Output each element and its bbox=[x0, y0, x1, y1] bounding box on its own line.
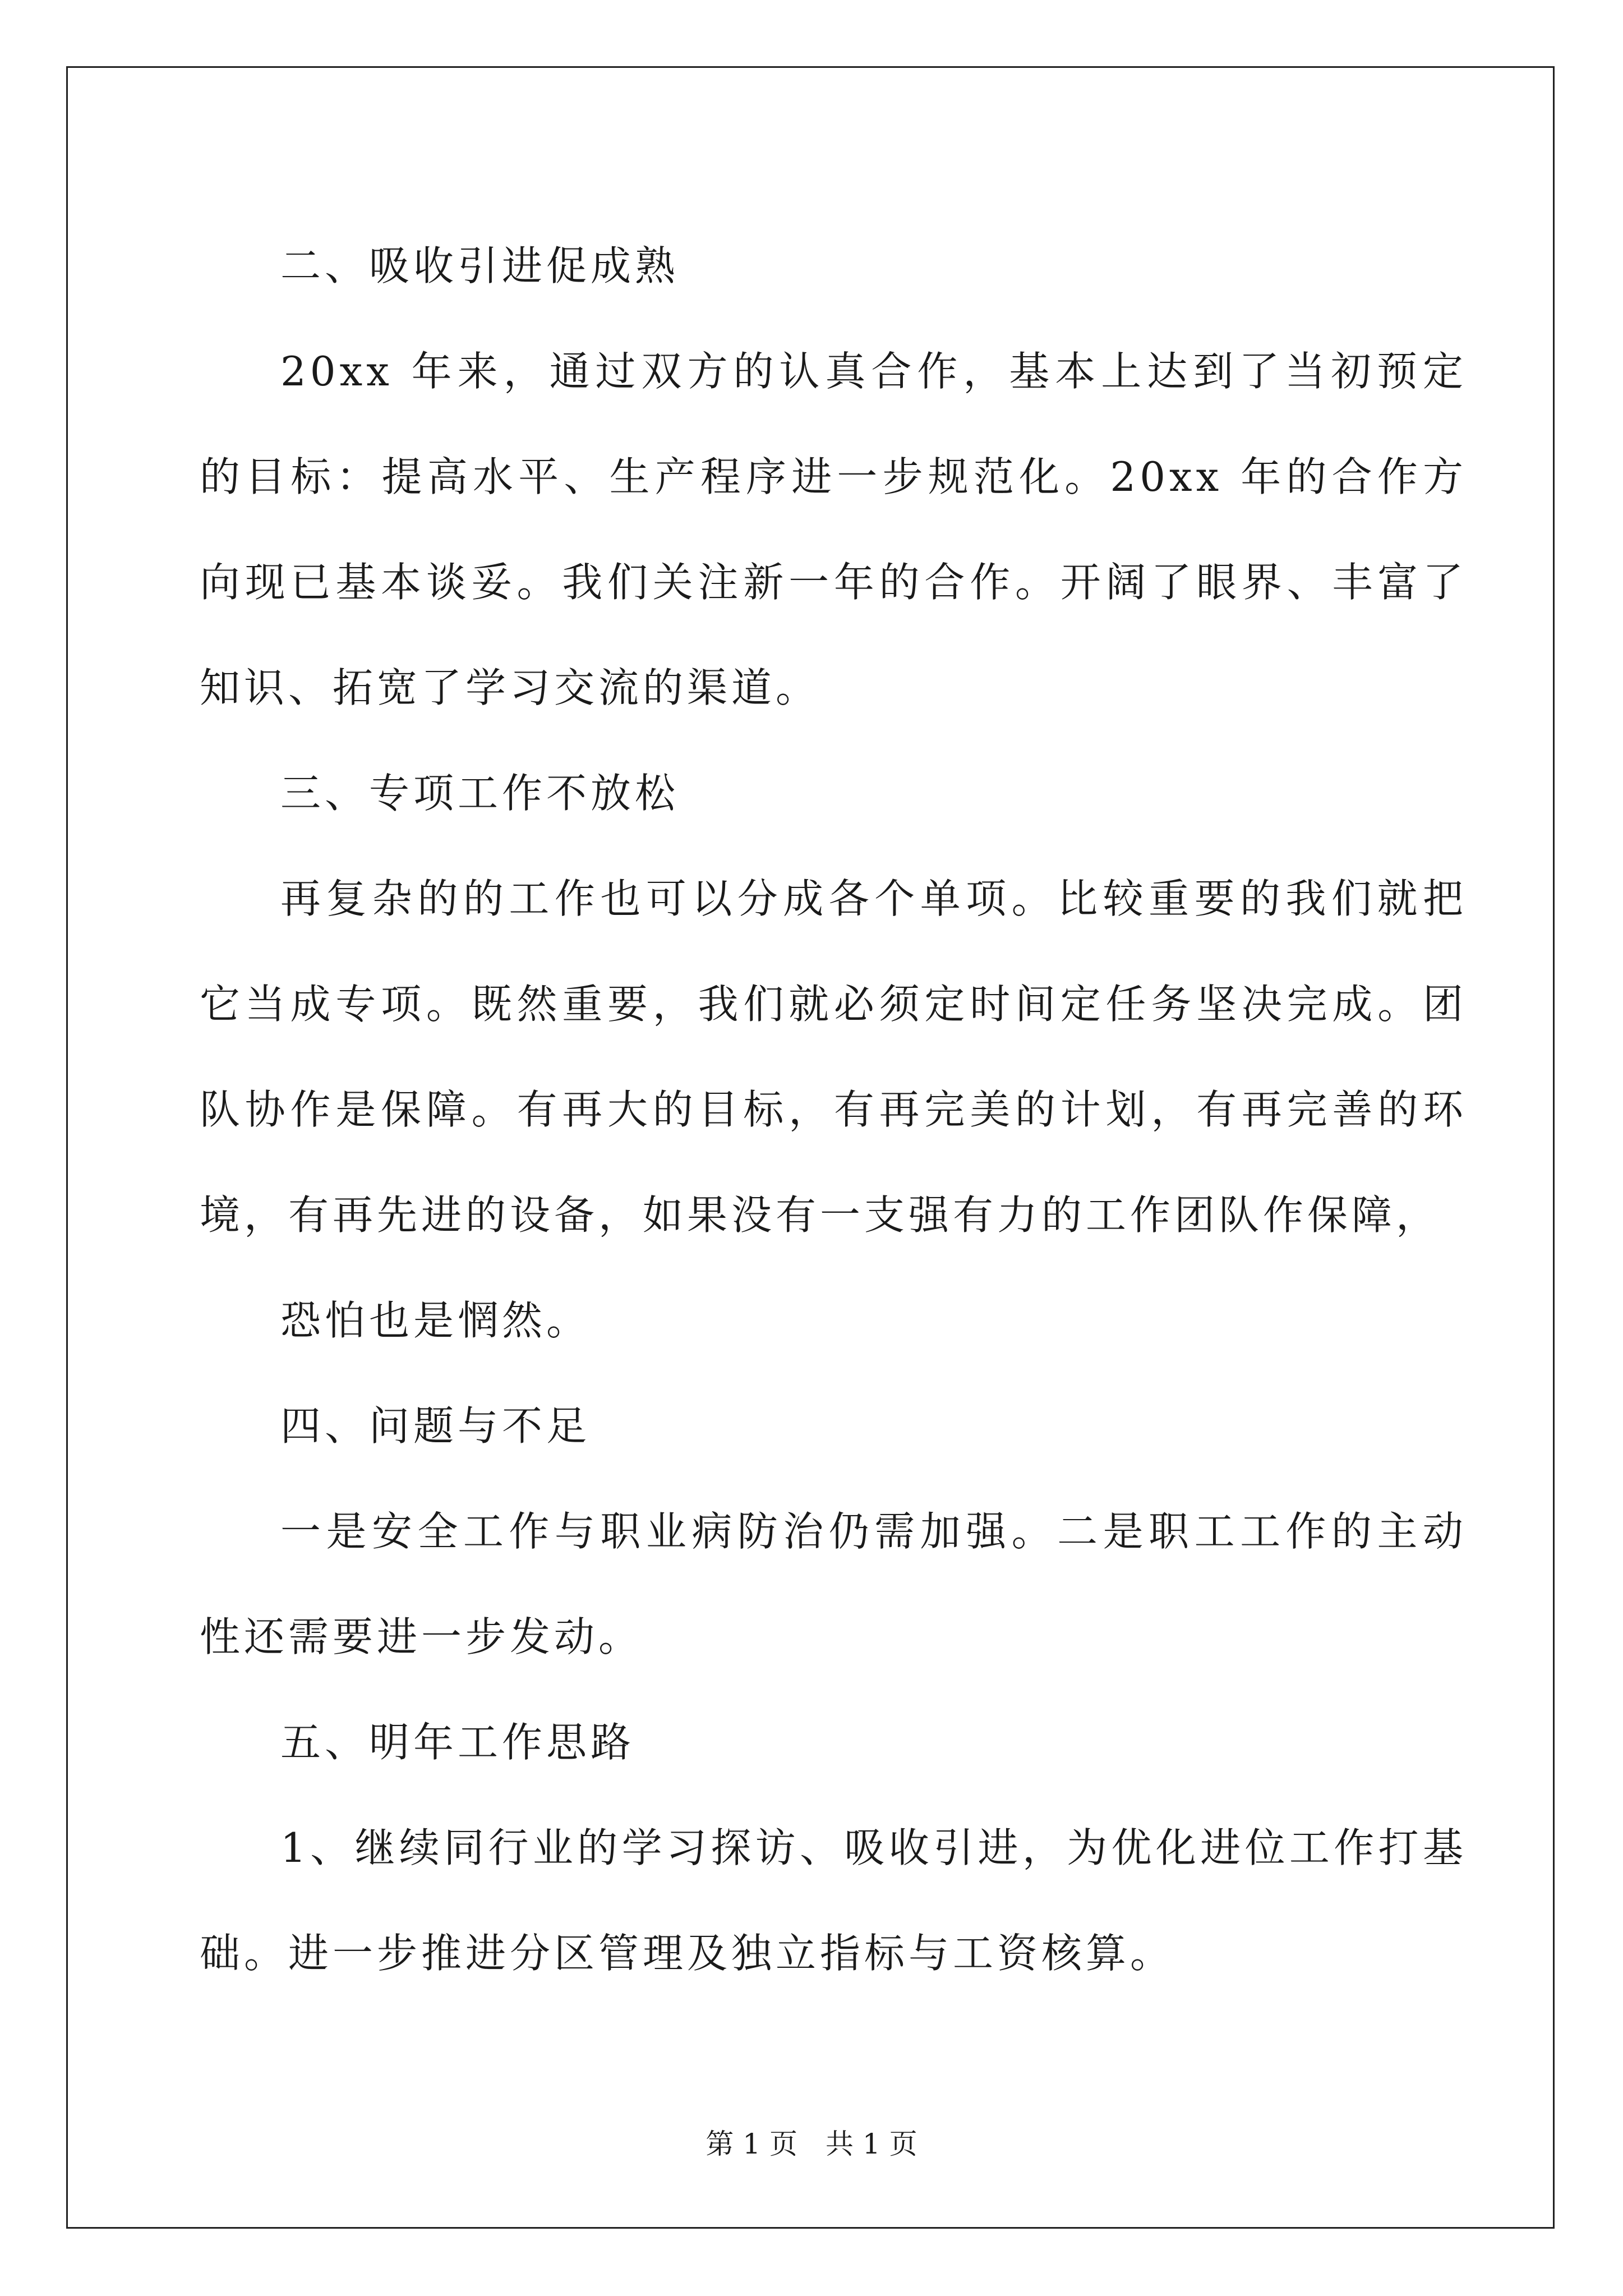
paragraph-cooperation: 20xx 年来，通过双方的认真合作，基本上达到了当初预定的目标：提高水平、生产程序进一步规范化。20xx 年的合作方向现已基本谈妥。我们关注新一年的合作。开阔了眼界、丰富了知识、拓宽了学习交流的渠道。 bbox=[200, 348, 1467, 711]
page-number: 第 1 页 bbox=[706, 2128, 797, 2160]
paragraph-futile: 恐怕也是惘然。 bbox=[280, 1297, 591, 1344]
section-heading-3: 三、专项工作不放松 bbox=[280, 770, 680, 817]
page-footer bbox=[0, 2127, 1623, 2161]
section-heading-2: 二、吸收引进促成熟 bbox=[280, 242, 680, 289]
paragraph-special-projects: 再复杂的的工作也可以分成各个单项。比较重要的我们就把它当成专项。既然重要，我们就必须定时间定任务坚决完成。团队协作是保障。有再大的目标，有再完美的计划，有再完善的环境，有再先进的设备，如果没有一支强有力的工作团队作保障， bbox=[200, 875, 1467, 1239]
paragraph-next-year: 1、继续同行业的学习探访、吸收引进，为优化进位工作打基础。进一步推进分区管理及独立指标与工资核算。 bbox=[200, 1824, 1467, 1977]
section-heading-5: 五、明年工作思路 bbox=[280, 1719, 635, 1766]
document-body bbox=[200, 213, 1467, 2006]
paragraph-problems: 一是安全工作与职业病防治仍需加强。二是职工工作的主动性还需要进一步发动。 bbox=[200, 1508, 1467, 1660]
total-pages: 共 1 页 bbox=[826, 2128, 917, 2160]
section-heading-4: 四、问题与不足 bbox=[280, 1402, 591, 1450]
